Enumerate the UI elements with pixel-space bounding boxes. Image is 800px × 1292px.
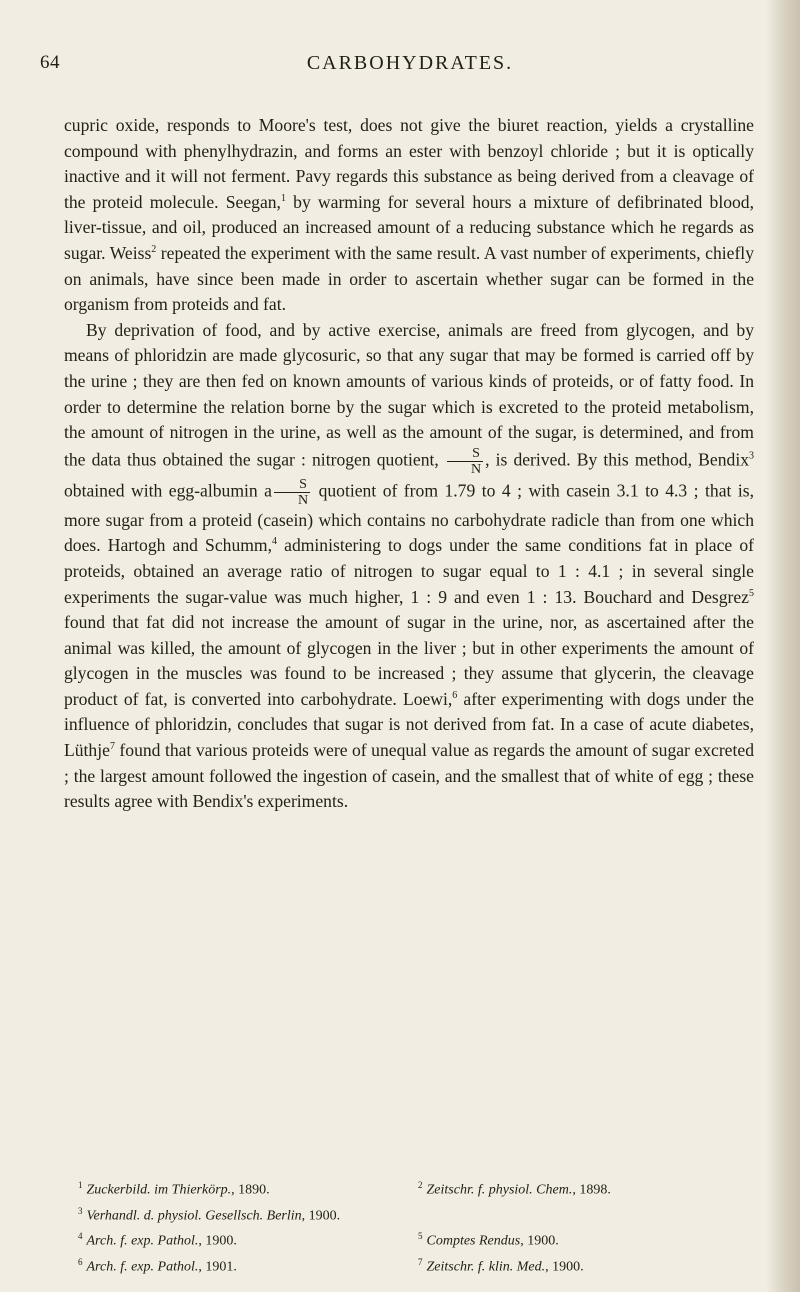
footnote-ref: 1 [280,192,286,204]
footnote-row [78,1201,758,1227]
page-edge-shadow [766,0,800,1292]
footnote-row [78,1175,758,1201]
footnote: $^7$ Zeitschr. f. klin. Med., 1900. [418,1256,584,1275]
footnote-row [78,1252,758,1278]
footnote: $^6$ Arch. f. exp. Pathol., 1901. [78,1256,237,1275]
paragraph: cupric oxide, responds to Moore's test, does not give the biuret reaction, yields a crystalline compound with phenylhydrazin, and forms an ester with benzoyl chloride ; but it is optically inactive and it will not ferment. Pavy regards this substance as being derived from a cleavage of the proteid molecule. Seegan,$^1$ by warming for several hours a mixture of defibrinated blood, liver-tissue, and oil, produced an increased amount of a reducing substance which he regards as sugar. Weiss$^2$ repeated the experiment with the same result. A vast number of experiments, chiefly on animals, have since been made in order to ascertain whether sugar can be formed in the organism from proteids and fat. [64,115,754,315]
footnotes [78,1175,758,1278]
footnote-ref: 7 [109,741,115,753]
footnote: $^1$ Zuckerbild. im Thierkörp., 1890. [78,1180,270,1198]
footnote: $^4$ Arch. f. exp. Pathol., 1900. [78,1231,237,1249]
footnote-ref: 2 [151,244,157,256]
footnote-ref: 5 [749,587,754,599]
page-number: 64 [40,52,60,73]
footnote-ref: 6 [452,690,458,702]
fraction-s-over-n: $\frac{S}{N}$ [447,446,483,477]
fraction-s-over-n: $\frac{S}{N}$ [274,477,310,508]
body-text [64,113,754,815]
footnote: $^5$ Comptes Rendus, 1900. [418,1231,559,1249]
footnote: $^3$ Verhandl. d. physiol. Gesellsch. Berlin, 1900. [78,1205,341,1224]
footnote-row [78,1226,758,1252]
footnote-ref: 3 [749,450,755,462]
running-head: CARBOHYDRATES. [306,52,514,74]
footnote-ref: 4 [272,536,278,548]
paragraph: By deprivation of food, and by active exercise, animals are freed from glycogen, and by means of phloridzin are made glycosuric, so that any sugar that may be formed is carried off by the urine ; they are then fed on known amounts of various kinds of proteids, or of fatty food. In order to determine the relation borne by the sugar which is excreted to the proteid metabolism, the amount of nitrogen in the urine, as well as the amount of the sugar, is determined, and from the data thus obtained the sugar : nitrogen quotient, $\frac{S}{N}$ , is derived. By this method, Bendix$^3$ obtained with egg-albumin a $\frac{S}{N}$ quotient of from 1.79 to 4 ; with casein 3.1 to 4.3 ; that is, more sugar from a proteid (casein) which contains no carbohydrate radicle than from one which does. Hartogh and Schumm,$^4$ administering to dogs under the same conditions fat in place of proteids, obtained an average ratio of nitrogen to sugar equal to 1 : 4.1 ; in several single experiments the sugar-value was much higher, 1 : 9 and even 1 : 13. Bouchard and Desgrez$^5$ found that fat did not increase the amount of sugar in the urine, nor, as ascertained after the animal was killed, the amount of glycogen in the liver ; but in other experiments the amount of glycogen in the muscles was found to be increased ; they assume that glycerin, the cleavage product of fat, is converted into carbohydrate. Loewi,$^6$ after experimenting with dogs under the influence of phloridzin, concludes that sugar is not derived from fat. In a case of acute diabetes, Lüthje$^7$ found that various proteids were of unequal value as regards the amount of sugar excreted ; the largest amount followed the ingestion of casein, and the smallest that of white of egg ; these results agree with Bendix's experiments. [64,319,755,812]
page-header [40,52,780,82]
footnote: $^2$ Zeitschr. f. physiol. Chem., 1898. [418,1180,611,1198]
